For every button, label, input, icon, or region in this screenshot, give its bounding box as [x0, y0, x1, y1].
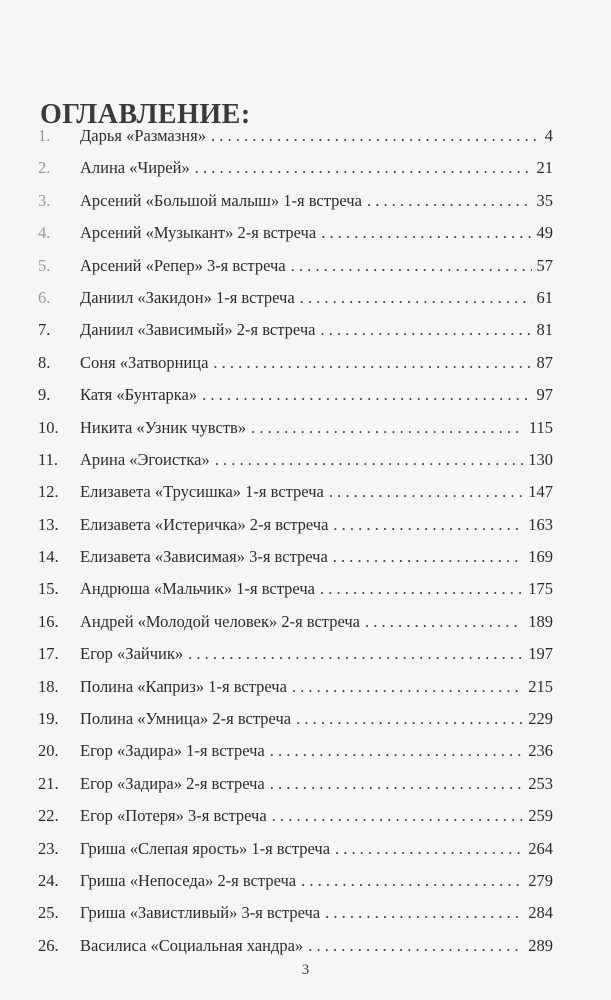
toc-entry-title: Арсений «Большой малыш» 1-я встреча — [80, 190, 362, 210]
toc-entry — [38, 158, 553, 190]
toc-entry-title: Даниил «Закидон» 1-я встреча — [80, 287, 295, 307]
toc-dot-leader — [296, 709, 523, 729]
toc-entry — [38, 709, 553, 741]
toc-dot-leader — [321, 223, 531, 243]
toc-dot-leader — [367, 191, 532, 211]
toc-entry-title: Дарья «Размазня» — [80, 126, 206, 145]
toc-entry-number: 17. — [38, 644, 59, 664]
toc-entry-title: Егор «Задира» 2-я встреча — [80, 773, 265, 793]
toc-entry-number: 1. — [38, 126, 51, 145]
toc-entry-number: 3. — [38, 190, 51, 210]
toc-entry-title: Полина «Каприз» 1-я встреча — [80, 676, 287, 696]
toc-entry-page: 264 — [528, 838, 553, 858]
toc-entry-page: 175 — [528, 579, 553, 599]
toc-entry-number: 13. — [38, 514, 59, 534]
toc-entry-page: 284 — [528, 903, 553, 923]
toc-entry-number: 20. — [38, 741, 59, 761]
toc-entry — [38, 644, 553, 676]
toc-dot-leader — [188, 644, 523, 664]
toc-dot-leader — [320, 579, 523, 599]
toc-entry-page: 163 — [528, 514, 553, 534]
toc-entry — [38, 288, 553, 320]
toc-entry-page: 61 — [536, 287, 553, 307]
toc-entry-title: Никита «Узник чувств» — [80, 417, 247, 437]
toc-dot-leader — [211, 126, 540, 146]
toc-entry-number: 23. — [38, 838, 59, 858]
toc-entry-number: 15. — [38, 579, 59, 599]
toc-dot-leader — [308, 936, 523, 956]
toc-entry-number: 16. — [38, 611, 59, 631]
toc-dot-leader — [300, 288, 532, 308]
toc-entry-page: 35 — [536, 190, 553, 210]
toc-entry-title: Андрюша «Мальчик» 1-я встреча — [80, 579, 315, 599]
toc-entry-page: 49 — [536, 223, 553, 243]
toc-dot-leader — [202, 385, 531, 405]
toc-entry — [38, 547, 553, 579]
toc-entry-page: 215 — [528, 676, 553, 696]
toc-entry — [38, 256, 553, 288]
toc-dot-leader — [301, 871, 523, 891]
toc-entry — [38, 903, 553, 935]
toc-entry — [38, 579, 553, 611]
toc-entry — [38, 806, 553, 838]
toc-entry-title: Полина «Умница» 2-я встреча — [80, 709, 292, 729]
toc-entry-page: 279 — [528, 870, 553, 890]
toc-dot-leader — [320, 320, 531, 340]
toc-entry-title: Гриша «Слепая ярость» 1-я встреча — [80, 838, 331, 858]
toc-entry-title: Елизавета «Зависимая» 3-я встреча — [80, 547, 328, 567]
toc-entry-page: 259 — [528, 806, 553, 826]
toc-entry-title: Соня «Затворница — [80, 352, 209, 372]
toc-entry-page: 253 — [528, 773, 553, 793]
toc-entry — [38, 223, 553, 255]
toc-entry-number: 6. — [38, 287, 51, 307]
toc-dot-leader — [291, 256, 532, 276]
toc-entry-number: 5. — [38, 255, 51, 275]
toc-dot-leader — [272, 806, 524, 826]
toc-dot-leader — [213, 353, 531, 373]
toc-entry-number: 7. — [38, 320, 51, 340]
toc-entry — [38, 677, 553, 709]
toc-entry-number: 18. — [38, 676, 59, 696]
toc-dot-leader — [270, 774, 524, 794]
toc-entry-number: 2. — [38, 158, 51, 178]
table-of-contents — [38, 126, 553, 968]
toc-entry-page: 236 — [528, 741, 553, 761]
toc-dot-leader — [251, 418, 524, 438]
toc-entry-page: 4 — [544, 126, 553, 145]
toc-dot-leader — [333, 547, 523, 567]
toc-dot-leader — [195, 158, 532, 178]
toc-dot-leader — [215, 450, 524, 470]
toc-entry-title: Алина «Чирей» — [80, 158, 190, 178]
toc-dot-leader — [329, 482, 523, 502]
toc-entry-page: 147 — [528, 482, 553, 502]
toc-entry — [38, 482, 553, 514]
toc-entry-page: 229 — [528, 709, 553, 729]
toc-entry — [38, 418, 553, 450]
toc-dot-leader — [333, 515, 523, 535]
toc-entry-number: 12. — [38, 482, 59, 502]
toc-entry-title: Арина «Эгоистка» — [80, 449, 210, 469]
toc-entry-title: Катя «Бунтарка» — [80, 385, 198, 405]
toc-entry-title: Андрей «Молодой человек» 2-я встреча — [80, 611, 361, 631]
toc-entry-number: 14. — [38, 547, 59, 567]
toc-dot-leader — [365, 612, 523, 632]
toc-entry-number: 19. — [38, 709, 59, 729]
toc-entry-title: Василиса «Социальная хандра» — [80, 935, 304, 955]
toc-entry — [38, 741, 553, 773]
toc-entry — [38, 191, 553, 223]
toc-entry-title: Елизавета «Трусишка» 1-я встреча — [80, 482, 324, 502]
toc-dot-leader — [325, 903, 523, 923]
toc-entry-title: Гриша «Непоседа» 2-я встреча — [80, 870, 297, 890]
toc-dot-leader — [292, 677, 523, 697]
toc-entry-page: 197 — [528, 644, 553, 664]
toc-entry-page: 87 — [536, 352, 553, 372]
toc-entry-number: 21. — [38, 773, 59, 793]
toc-entry-title: Гриша «Завистливый» 3-я встреча — [80, 903, 321, 923]
toc-entry-number: 22. — [38, 806, 59, 826]
toc-entry-page: 169 — [528, 547, 553, 567]
toc-entry-number: 9. — [38, 385, 51, 405]
toc-entry — [38, 612, 553, 644]
toc-entry-title: Арсений «Репер» 3-я встреча — [80, 255, 286, 275]
toc-dot-leader — [270, 741, 524, 761]
toc-entry-page: 57 — [536, 255, 553, 275]
toc-entry-number: 4. — [38, 223, 51, 243]
toc-entry — [38, 515, 553, 547]
toc-entry-number: 24. — [38, 870, 59, 890]
toc-entry-title: Арсений «Музыкант» 2-я встреча — [80, 223, 317, 243]
toc-entry-number: 11. — [38, 449, 59, 469]
toc-entry-number: 10. — [38, 417, 59, 437]
toc-entry-number: 8. — [38, 352, 51, 372]
toc-entry-number: 26. — [38, 935, 59, 955]
toc-entry-title: Егор «Зайчик» — [80, 644, 184, 664]
toc-entry-title: Даниил «Зависимый» 2-я встреча — [80, 320, 316, 340]
toc-entry — [38, 450, 553, 482]
toc-entry — [38, 774, 553, 806]
page-title: ОГЛАВЛЕНИЕ: — [40, 98, 251, 130]
toc-entry — [38, 871, 553, 903]
toc-entry-page: 289 — [528, 935, 553, 955]
toc-entry-title: Елизавета «Истеричка» 2-я встреча — [80, 514, 329, 534]
toc-entry — [38, 839, 553, 871]
toc-entry-page: 130 — [528, 449, 553, 469]
toc-entry-title: Егор «Потеря» 3-я встреча — [80, 806, 267, 826]
toc-entry-page: 115 — [528, 417, 553, 437]
toc-entry — [38, 353, 553, 385]
toc-entry-page: 189 — [528, 611, 553, 631]
toc-entry-page: 81 — [536, 320, 553, 340]
toc-entry-page: 21 — [536, 158, 553, 178]
toc-dot-leader — [335, 839, 523, 859]
toc-entry-number: 25. — [38, 903, 59, 923]
page-number: 3 — [301, 962, 310, 978]
toc-entry — [38, 320, 553, 352]
toc-entry-title: Егор «Задира» 1-я встреча — [80, 741, 265, 761]
toc-entry-page: 97 — [536, 385, 553, 405]
toc-entry — [38, 126, 553, 158]
toc-entry — [38, 385, 553, 417]
